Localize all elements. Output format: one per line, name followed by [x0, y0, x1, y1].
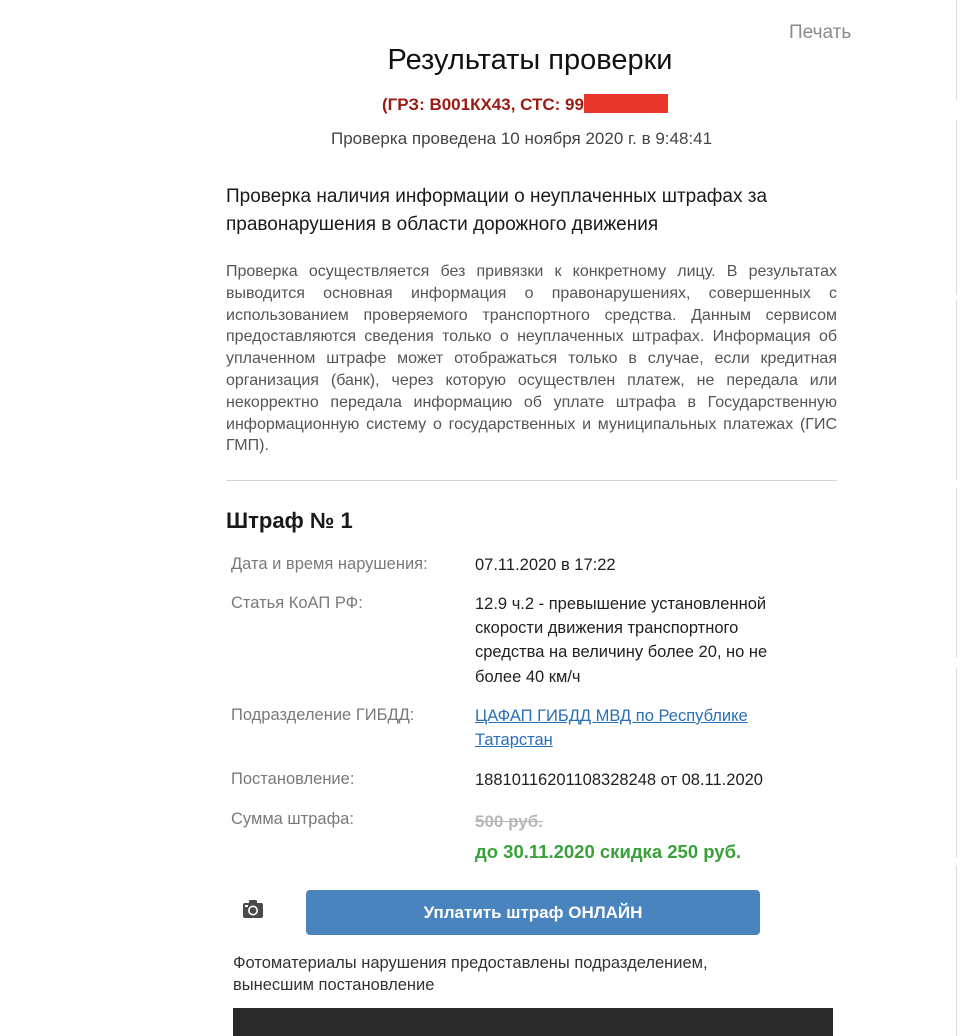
gibdd-division-label: Подразделение ГИБДД: [231, 706, 415, 724]
divider [226, 480, 837, 481]
vehicle-identifiers-text: (ГРЗ: В001КХ43, СТС: 99 [382, 95, 584, 114]
violation-date-label: Дата и время нарушения: [231, 555, 428, 573]
fine-discount: до 30.11.2020 скидка 250 руб. [475, 841, 742, 862]
gibdd-division-link[interactable]: ЦАФАП ГИБДД МВД по Республике Татарстан [475, 707, 748, 750]
fine-title: Штраф № 1 [226, 508, 353, 533]
side-panel-edge [956, 0, 960, 100]
check-timestamp: Проверка проведена 10 ноября 2020 г. в 9:48:41 [331, 129, 713, 148]
vehicle-identifiers [382, 94, 668, 115]
side-panel-edge [956, 488, 960, 658]
side-panel-edge [956, 668, 960, 858]
camera-icon[interactable] [242, 898, 264, 920]
photo-materials-note: Фотоматериалы нарушения предоставлены подразделением, вынесшим постановление [233, 954, 708, 994]
page-title: Результаты проверки [387, 44, 673, 76]
redaction-mark [584, 94, 668, 113]
koap-article-label: Статья КоАП РФ: [231, 594, 363, 612]
pay-fine-online-button[interactable]: Уплатить штраф ОНЛАЙН [306, 890, 760, 935]
fine-amount-label: Сумма штрафа: [231, 810, 354, 828]
koap-article-value: 12.9 ч.2 - превышение установленной скорости движения транспортного средства на величину более 20, но не более 40 км/ч [475, 595, 768, 686]
side-panel-edge [956, 866, 960, 1036]
violation-date-value: 07.11.2020 в 17:22 [475, 556, 616, 574]
resolution-label: Постановление: [231, 770, 355, 788]
print-link[interactable]: Печать [789, 22, 852, 43]
side-panel-edge [956, 300, 960, 480]
section-title: Проверка наличия информации о неуплаченных штрафах за правонарушения в области дорожного движения [226, 186, 768, 235]
resolution-value: 18810116201108328248 от 08.11.2020 [475, 771, 763, 789]
violation-photo[interactable] [233, 1008, 833, 1036]
service-description: Проверка осуществляется без привязки к конкретному лицу. В результатах выводится основная информация о правонарушениях, совершенных с использованием проверяемого транспортного средства. Данным сервисом предоставляются сведения только о неуплаченных штрафах. Информация об уплаченном штрафе может отображаться только в случае, если кредитная организация (банк), через которую осуществлен платеж, не передала или некорректно передала информацию об уплате штрафа в Государственную информационную систему о государственных и муниципальных платежах (ГИС ГМП). [226, 263, 837, 455]
fine-amount-original: 500 руб. [475, 812, 543, 831]
gibdd-division-value [475, 704, 805, 752]
side-panel-edge [956, 120, 960, 295]
